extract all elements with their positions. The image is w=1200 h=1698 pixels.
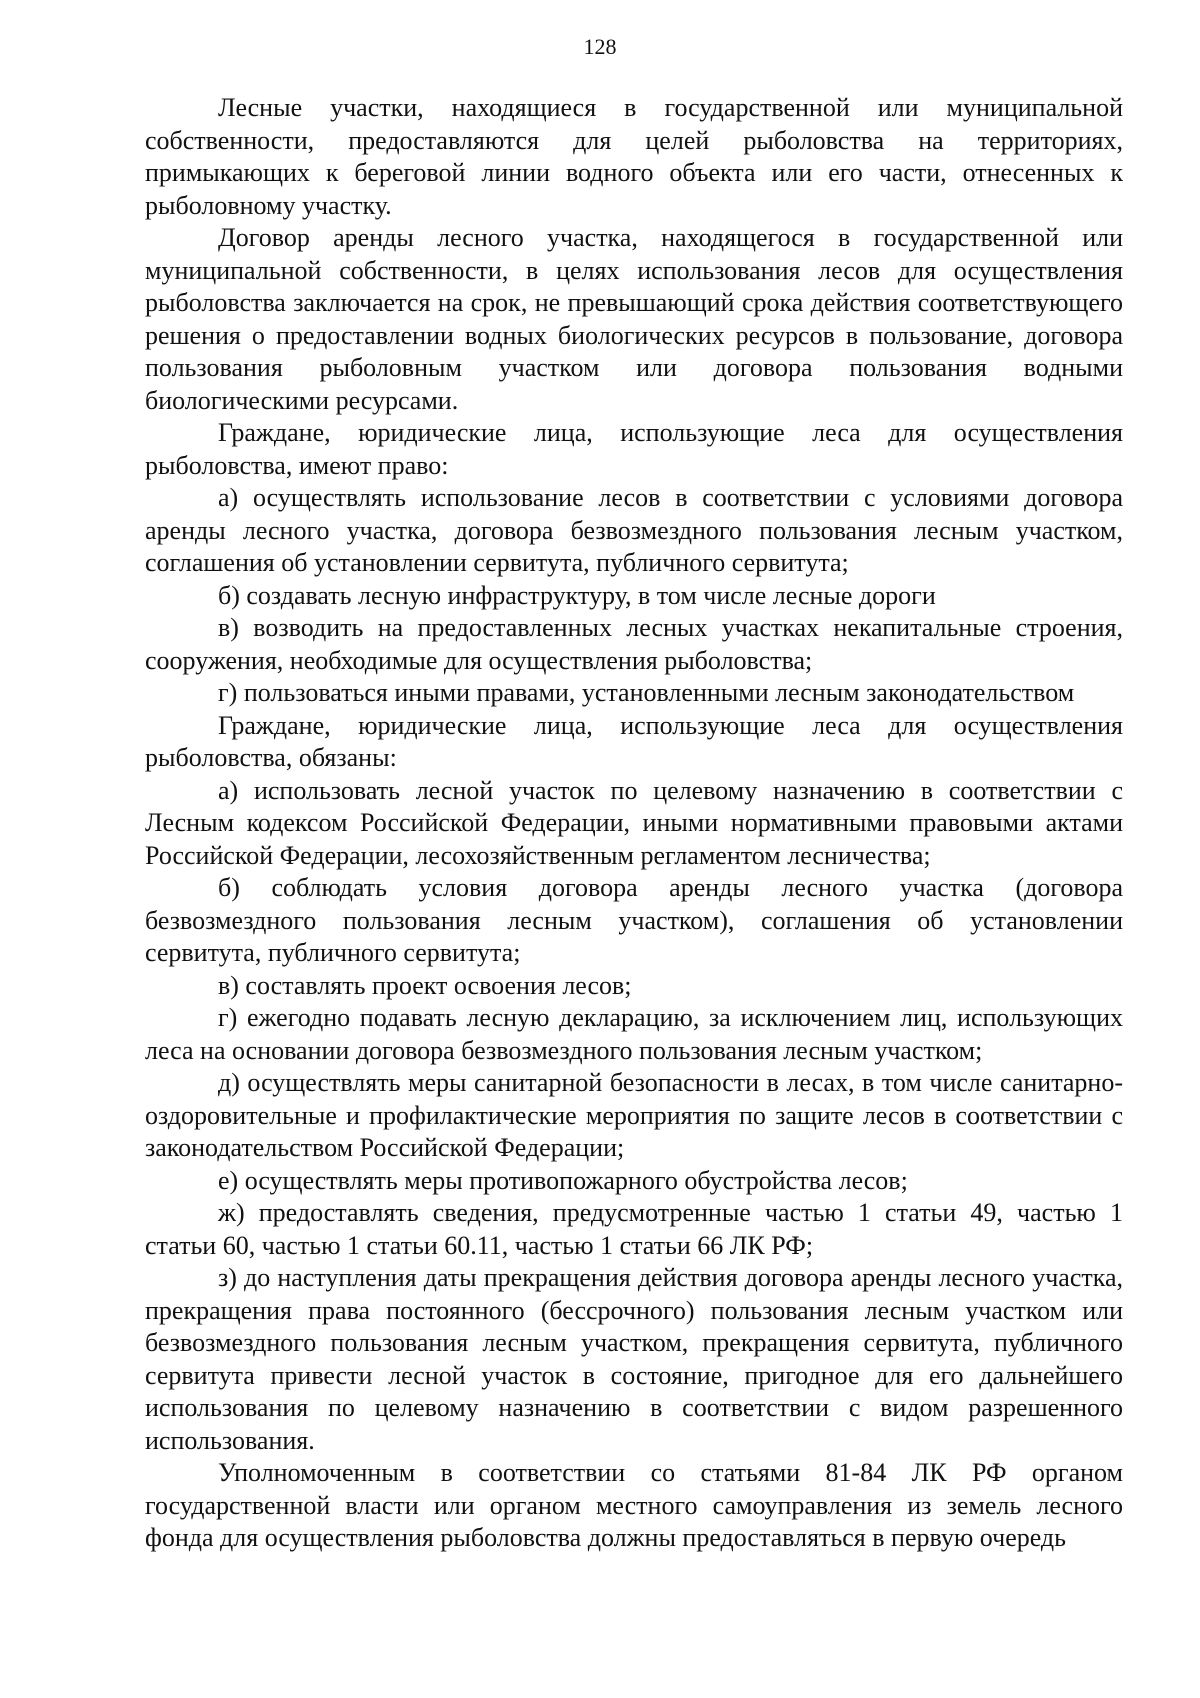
paragraph: Лесные участки, находящиеся в государственной или муниципальной собственности, предоставляются для целей рыболовства на территориях, примыкающих к береговой линии водного объекта или его части, отнесенных к рыболовному участку.: [145, 93, 1123, 220]
paragraph: Уполномоченным в соответствии со статьями 81-84 ЛК РФ органом государственной власти или органом местного самоуправления из земель лесного фонда для осуществления рыболовства должны предоставляться в первую очередь: [145, 1458, 1123, 1552]
list-item: г) ежегодно подавать лесную декларацию, за исключением лиц, использующих леса на основании договора безвозмездного пользования лесным участком;: [145, 1003, 1123, 1065]
paragraph: Граждане, юридические лица, использующие леса для осуществления рыболовства, обязаны:: [145, 710, 1123, 772]
list-item: в) составлять проект освоения лесов;: [218, 970, 632, 1000]
page-number: 128: [583, 34, 617, 59]
list-item: д) осуществлять меры санитарной безопасности в лесах, в том числе санитарно-оздоровительные и профилактические мероприятия по защите лесов в соответствии с законодательством Российской Федерации;: [145, 1068, 1123, 1162]
list-item: ж) предоставлять сведения, предусмотренные частью 1 статьи 49, частью 1 статьи 60, частью 1 статьи 60.11, частью 1 статьи 66 ЛК РФ;: [145, 1198, 1123, 1260]
list-item: а) использовать лесной участок по целевому назначению в соответствии с Лесным кодексом Российской Федерации, иными нормативными правовыми актами Российской Федерации, лесохозяйственным регламентом лесничества;: [145, 775, 1123, 870]
list-item: а) осуществлять использование лесов в соответствии с условиями договора аренды лесного участка, договора безвозмездного пользования лесным участком, соглашения об установлении сервитута, публичного сервитута;: [145, 483, 1123, 577]
list-item: е) осуществлять меры противопожарного обустройства лесов;: [218, 1165, 908, 1195]
list-item: з) до наступления даты прекращения действия договора аренды лесного участка, прекращения права постоянного (бессрочного) пользования лесным участком или безвозмездного пользования лесным участком, прекращения сервитута, публичного сервитута привести лесной участок в состояние, пригодное для его дальнейшего использования по целевому назначению в соответствии с видом разрешенного использования.: [145, 1263, 1123, 1455]
list-item: б) создавать лесную инфраструктуру, в том числе лесные дороги: [218, 580, 936, 610]
list-item: в) возводить на предоставленных лесных участках некапитальные строения, сооружения, необходимые для осуществления рыболовства;: [145, 613, 1123, 675]
paragraph: Граждане, юридические лица, использующие леса для осуществления рыболовства, имеют право:: [145, 418, 1123, 480]
document-body: [145, 92, 1123, 1555]
list-item: б) соблюдать условия договора аренды лесного участка (договора безвозмездного пользования лесным участком), соглашения об установлении сервитута, публичного сервитута;: [145, 873, 1123, 967]
list-item: г) пользоваться иными правами, установленными лесным законодательством: [218, 678, 1075, 707]
paragraph: Договор аренды лесного участка, находящегося в государственной или муниципальной собственности, в целях использования лесов для осуществления рыболовства заключается на срок, не превышающий срока действия соответствующего решения о предоставлении водных биологических ресурсов в пользование, договора пользования рыболовным участком или договора пользования водными биологическими ресурсами.: [145, 223, 1123, 415]
